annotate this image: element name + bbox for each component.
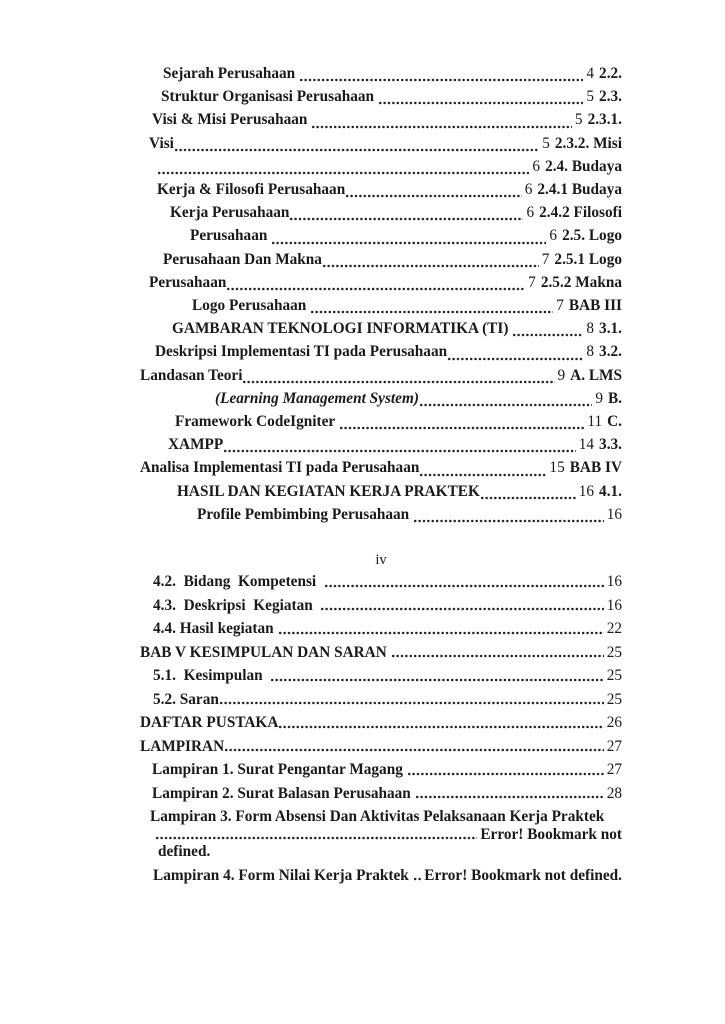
page-number: 15 <box>549 459 565 477</box>
section-label: Error! Bookmark not defined. <box>424 866 622 884</box>
toc-entry-text: Logo Perusahaan <box>192 297 311 315</box>
page-number: 9 <box>557 366 566 384</box>
toc-entry-text: Visi & Misi Perusahaan <box>152 111 312 129</box>
table-of-contents <box>140 62 622 890</box>
dot-leader <box>220 701 604 705</box>
toc-entry <box>140 201 622 224</box>
page-number: 7 <box>528 273 536 291</box>
toc-entry <box>140 248 622 271</box>
toc-entry <box>140 224 622 247</box>
toc-entry <box>140 433 622 456</box>
toc-section-2 <box>140 573 622 884</box>
toc-entry <box>140 597 622 615</box>
toc-entry <box>140 826 622 844</box>
toc-entry-text: Deskripsi Implementasi TI pada Perusahaan <box>155 343 448 361</box>
section-label: 2.5.2 Makna <box>540 273 622 291</box>
dot-leader <box>416 795 604 799</box>
dot-leader <box>175 148 539 152</box>
section-label: 3.2. <box>599 343 622 361</box>
toc-section-1 <box>140 62 622 526</box>
dot-leader <box>340 426 585 430</box>
toc-entry-text: Sejarah Perusahaan <box>163 65 299 82</box>
toc-entry-text: XAMPP <box>168 436 224 454</box>
toc-entry-text: Landasan Teori <box>140 366 243 384</box>
dot-leader <box>243 380 554 384</box>
page-number: 27 <box>606 737 622 755</box>
page-number: 28 <box>606 784 622 802</box>
dot-leader <box>279 631 604 635</box>
toc-entry <box>140 271 622 294</box>
section-label: 3.3. <box>599 436 622 454</box>
dot-leader <box>325 584 604 588</box>
toc-entry <box>140 178 622 201</box>
toc-entry-text: 4.4. Hasil kegiatan <box>153 620 278 638</box>
section-label: 2.5.1 Logo <box>554 250 622 268</box>
page-number: 27 <box>606 761 622 779</box>
toc-entry-text: DAFTAR PUSTAKA <box>140 714 279 732</box>
toc-entry <box>140 480 622 503</box>
toc-entry-text: Perusahaan <box>190 227 272 245</box>
page-number: 8 <box>586 343 595 361</box>
toc-entry-text: Perusahaan <box>149 273 227 291</box>
dot-leader <box>321 607 603 611</box>
toc-entry-text: Profile Pembimbing Perusahaan <box>197 505 413 523</box>
dot-leader <box>272 241 546 245</box>
page-number: 7 <box>556 297 564 315</box>
toc-entry <box>140 738 622 756</box>
page-number: 6 <box>526 204 535 222</box>
section-label: C. <box>607 413 622 431</box>
section-label: 2.3. <box>599 88 622 106</box>
section-label: B. <box>607 389 622 407</box>
toc-entry-text: Lampiran 1. Surat Pengantar Magang <box>152 761 407 779</box>
dot-leader <box>312 125 572 129</box>
section-label: BAB III <box>568 297 622 315</box>
toc-entry <box>140 503 622 526</box>
toc-entry <box>140 340 622 363</box>
toc-entry <box>140 867 622 885</box>
page-number: 7 <box>541 250 550 268</box>
toc-entry-text: GAMBARAN TEKNOLOGI INFORMATIKA (TI) <box>172 320 513 338</box>
dot-leader <box>323 264 539 268</box>
toc-entry <box>140 644 622 662</box>
section-label: BAB IV <box>569 459 622 477</box>
toc-entry-text: 5.2. Saran <box>153 690 219 708</box>
toc-entry-text: 4.2. Bidang Kompetensi <box>153 573 324 591</box>
dot-leader <box>156 836 477 840</box>
dot-leader <box>448 357 583 361</box>
section-label: 2.3.2. Misi <box>554 134 622 152</box>
dot-leader <box>279 725 603 729</box>
section-label: 2.4. Budaya <box>545 157 622 175</box>
page-number: 16 <box>606 573 622 591</box>
section-label: 2.4.2 Filosofi <box>539 204 622 222</box>
dot-leader <box>227 287 525 291</box>
toc-entry-text: defined. <box>158 843 211 861</box>
dot-leader <box>392 654 604 658</box>
toc-entry-text: Lampiran 4. Form Nilai Kerja Praktek <box>153 866 413 884</box>
toc-entry <box>140 85 622 108</box>
dot-leader <box>158 171 529 175</box>
toc-entry <box>140 456 622 479</box>
page-number: 9 <box>595 389 603 407</box>
toc-entry-text: BAB V KESIMPULAN DAN SARAN <box>140 643 391 661</box>
toc-entry-text: Lampiran 3. Form Absensi Dan Aktivitas Pelaksanaan Kerja Praktek <box>150 808 605 826</box>
page-number: 5 <box>542 134 550 152</box>
toc-entry <box>140 155 622 178</box>
page-number: 14 <box>578 436 595 454</box>
toc-entry <box>140 714 622 732</box>
page-number: 6 <box>524 181 533 199</box>
dot-leader <box>300 78 583 82</box>
section-label: 2.4.1 Budaya <box>537 181 622 199</box>
dot-leader <box>420 473 546 477</box>
toc-entry <box>140 132 622 155</box>
page-number: 22 <box>606 620 622 638</box>
dot-leader <box>414 519 604 523</box>
dot-leader <box>420 403 592 407</box>
toc-entry <box>140 808 622 826</box>
page-number: 16 <box>606 505 622 523</box>
toc-entry <box>140 387 622 410</box>
toc-entry <box>140 410 622 433</box>
toc-entry-text: Perusahaan Dan Makna <box>163 250 322 268</box>
toc-entry-text: Kerja & Filosofi Perusahaan <box>157 181 346 199</box>
dot-leader <box>225 748 604 752</box>
toc-entry-text: 5.1. Kesimpulan <box>153 667 271 685</box>
dot-leader <box>481 496 576 500</box>
section-label: 2.2. <box>599 65 622 82</box>
toc-entry <box>140 761 622 779</box>
dot-leader <box>379 101 584 105</box>
footer-page-number: iv <box>375 552 387 569</box>
section-label: 2.5. Logo <box>562 227 622 245</box>
toc-entry <box>140 573 622 591</box>
toc-entry <box>140 843 622 861</box>
page-number: 5 <box>586 88 595 106</box>
toc-entry <box>140 620 622 638</box>
dot-leader <box>290 217 523 221</box>
toc-entry-text: 4.3. Deskripsi Kegiatan <box>153 596 321 614</box>
toc-entry <box>140 317 622 340</box>
page-number: 25 <box>606 690 622 708</box>
page-number: 16 <box>578 482 595 500</box>
toc-entry-text: Struktur Organisasi Perusahaan <box>161 88 378 106</box>
section-label: Error! Bookmark not <box>480 825 622 843</box>
dot-leader <box>414 877 422 881</box>
page-number: 6 <box>532 157 541 175</box>
dot-leader <box>408 772 604 776</box>
toc-entry <box>140 667 622 685</box>
dot-leader <box>346 194 522 198</box>
page-number: 16 <box>606 596 622 614</box>
toc-entry <box>140 294 622 317</box>
toc-entry-text: Framework CodeIgniter <box>175 413 339 431</box>
dot-leader <box>311 310 553 314</box>
toc-entry-text: LAMPIRAN <box>140 737 225 755</box>
dot-leader <box>513 333 583 337</box>
toc-entry-text: HASIL DAN KEGIATAN KERJA PRAKTEK <box>177 482 480 500</box>
section-label: 2.3.1. <box>587 111 622 129</box>
toc-entry <box>140 108 622 131</box>
page-number: 25 <box>606 643 622 661</box>
section-label: 4.1. <box>599 482 622 500</box>
toc-entry <box>140 364 622 387</box>
toc-entry-text: Analisa Implementasi TI pada Perusahaan <box>140 459 420 477</box>
page-number: 26 <box>606 714 622 732</box>
dot-leader <box>271 678 603 682</box>
page-number: 25 <box>606 667 622 685</box>
page-number: 5 <box>574 111 583 129</box>
toc-entry-text: Lampiran 2. Surat Balasan Perusahaan <box>152 784 415 802</box>
toc-entry <box>140 691 622 709</box>
toc-entry <box>140 62 622 85</box>
toc-entry-text: Kerja Perusahaan <box>170 204 290 222</box>
page-number: 6 <box>549 227 558 245</box>
page-number: 4 <box>586 65 595 82</box>
toc-entry-text: Visi <box>149 134 174 152</box>
dot-leader <box>224 449 576 453</box>
toc-entry <box>140 785 622 803</box>
section-label: A. LMS <box>570 366 622 384</box>
toc-entry-text: (Learning Management System) <box>215 389 419 407</box>
page-number: 8 <box>586 320 595 338</box>
section-label: 3.1. <box>599 320 622 338</box>
page-number: 11 <box>587 413 603 431</box>
